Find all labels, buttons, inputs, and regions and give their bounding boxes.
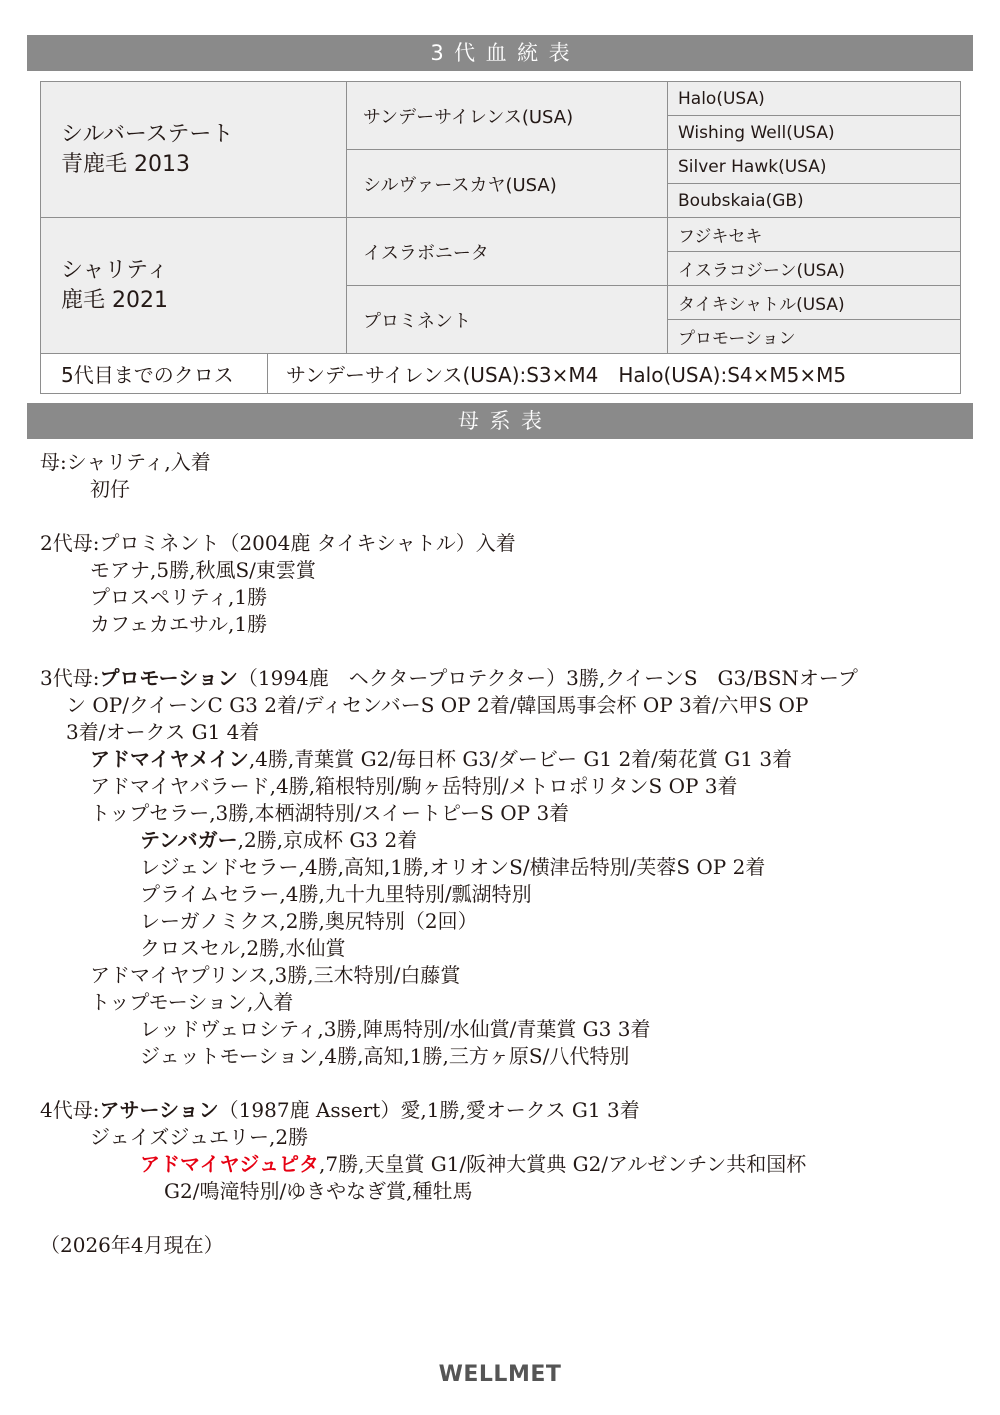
- g4-line: [40, 1097, 970, 1124]
- g3-prefix: 3代母:: [40, 666, 100, 690]
- sire-dam: シルヴァースカヤ(USA): [347, 150, 668, 218]
- family-heading: 母系表: [27, 403, 973, 439]
- list-item: レーガノミクス,2勝,奥尻特別（2回）: [140, 909, 478, 933]
- g4-rest: （1987鹿 Assert）愛,1勝,愛オークス G1 3着: [218, 1098, 640, 1122]
- horse-record-continued: G2/鳴滝特別/ゆきやなぎ賞,種牡馬: [164, 1179, 473, 1203]
- list-item: レッドヴェロシティ,3勝,陣馬特別/水仙賞/青葉賞 G3 3着: [140, 1017, 651, 1041]
- sire-sire-dam: Wishing Well(USA): [668, 116, 961, 150]
- brand-logo: WELLMET: [438, 1362, 562, 1387]
- g3-rest-line: 3着/オークス G1 4着: [66, 720, 260, 744]
- horse-name: アドマイヤバラード: [90, 774, 270, 798]
- g3-name: プロモーション: [99, 666, 238, 690]
- horse-record: ,2勝,京成杯 G3 2着: [237, 828, 418, 852]
- dam-line: 母:シャリティ,入着: [40, 450, 211, 474]
- g2-line: 2代母:プロミネント（2004鹿 タイキシャトル）入着: [40, 531, 516, 555]
- horse-record: ,3勝,本栖湖特別/スイートピーS OP 3着: [209, 801, 570, 825]
- cross-label: 5代目までのクロス: [41, 354, 268, 394]
- g2-foal: モアナ,5勝,秋風S/東雲賞: [90, 558, 316, 582]
- horse-record: ,4勝,青葉賞 G2/毎日杯 G3/ダービー G1 2着/菊花賞 G1 3着: [248, 747, 793, 771]
- g4-name: アサーション: [99, 1098, 219, 1122]
- g4-prefix: 4代母:: [40, 1098, 100, 1122]
- horse-record: ,4勝,箱根特別/駒ヶ岳特別/メトロポリタンS OP 3着: [269, 774, 738, 798]
- sire-name: シルバーステート: [61, 121, 234, 147]
- list-item: [40, 827, 970, 854]
- sire-dam-dam: Boubskaia(GB): [668, 184, 961, 218]
- dam-sire: イスラボニータ: [347, 218, 668, 286]
- list-item: プライムセラー,4勝,九十九里特別/瓢湖特別: [140, 882, 532, 906]
- g2-foal: カフェカエサル,1勝: [90, 612, 268, 636]
- horse-name: トップセラー: [90, 801, 210, 825]
- list-item: アドマイヤプリンス,3勝,三木特別/白藤賞: [90, 963, 461, 987]
- dam-name: シャリティ: [61, 257, 169, 283]
- list-item: [40, 854, 970, 881]
- horse-name: テンバガー: [140, 828, 238, 852]
- dam-dam-dam: プロモーション: [668, 320, 961, 354]
- dam-dam-sire: タイキシャトル(USA): [668, 286, 961, 320]
- g2-foal: プロスペリティ,1勝: [90, 585, 268, 609]
- horse-name: アドマイヤメイン: [90, 747, 249, 771]
- list-item: [40, 773, 970, 800]
- as-of-note: （2026年4月現在）: [40, 1233, 224, 1257]
- list-item: [40, 746, 970, 773]
- g3-line: [40, 665, 970, 692]
- horse-record: ,7勝,天皇賞 G1/阪神大賞典 G2/アルゼンチン共和国杯: [319, 1152, 807, 1176]
- horse-name: レジェンドセラー: [140, 855, 299, 879]
- dam-cell: [41, 218, 347, 354]
- list-item: [40, 1151, 970, 1178]
- list-item: ジェイズジュエリー,2勝: [90, 1125, 309, 1149]
- list-item: ジェットモーション,4勝,高知,1勝,三方ヶ原S/八代特別: [140, 1044, 630, 1068]
- sire-dam-sire: Silver Hawk(USA): [668, 150, 961, 184]
- pedigree-table: [40, 81, 961, 394]
- dam-dam: プロミネント: [347, 286, 668, 354]
- list-item: [40, 800, 970, 827]
- sire-sire-sire: Halo(USA): [668, 82, 961, 116]
- family-table: [40, 449, 970, 1259]
- cross-value: サンデーサイレンス(USA):S3×M4 Halo(USA):S4×M5×M5: [268, 354, 961, 394]
- sire-cell: [41, 82, 347, 218]
- star-horse-name: アドマイヤジュピタ: [140, 1152, 319, 1176]
- dam-sire-sire: フジキセキ: [668, 218, 961, 252]
- pedigree-heading: 3代血統表: [27, 35, 973, 71]
- list-item: トップモーション,入着: [90, 990, 294, 1014]
- list-item: クロスセル,2勝,水仙賞: [140, 936, 346, 960]
- dam-detail: 鹿毛 2021: [61, 287, 168, 313]
- sire-sire: サンデーサイレンス(USA): [347, 82, 668, 150]
- sire-detail: 青鹿毛 2013: [61, 151, 190, 177]
- g3-rest: （1994鹿 ヘクタープロテクター）3勝,クイーンS G3/BSNオープ: [237, 666, 858, 690]
- dam-sire-dam: イスラコジーン(USA): [668, 252, 961, 286]
- g3-rest-line: ン OP/クイーンC G3 2着/ディセンバーS OP 2着/韓国馬事会杯 OP 3着/六甲S OP: [66, 693, 809, 717]
- dam-foal: 初仔: [90, 477, 130, 501]
- horse-record: ,4勝,高知,1勝,オリオンS/横津岳特別/芙蓉S OP 2着: [298, 855, 766, 879]
